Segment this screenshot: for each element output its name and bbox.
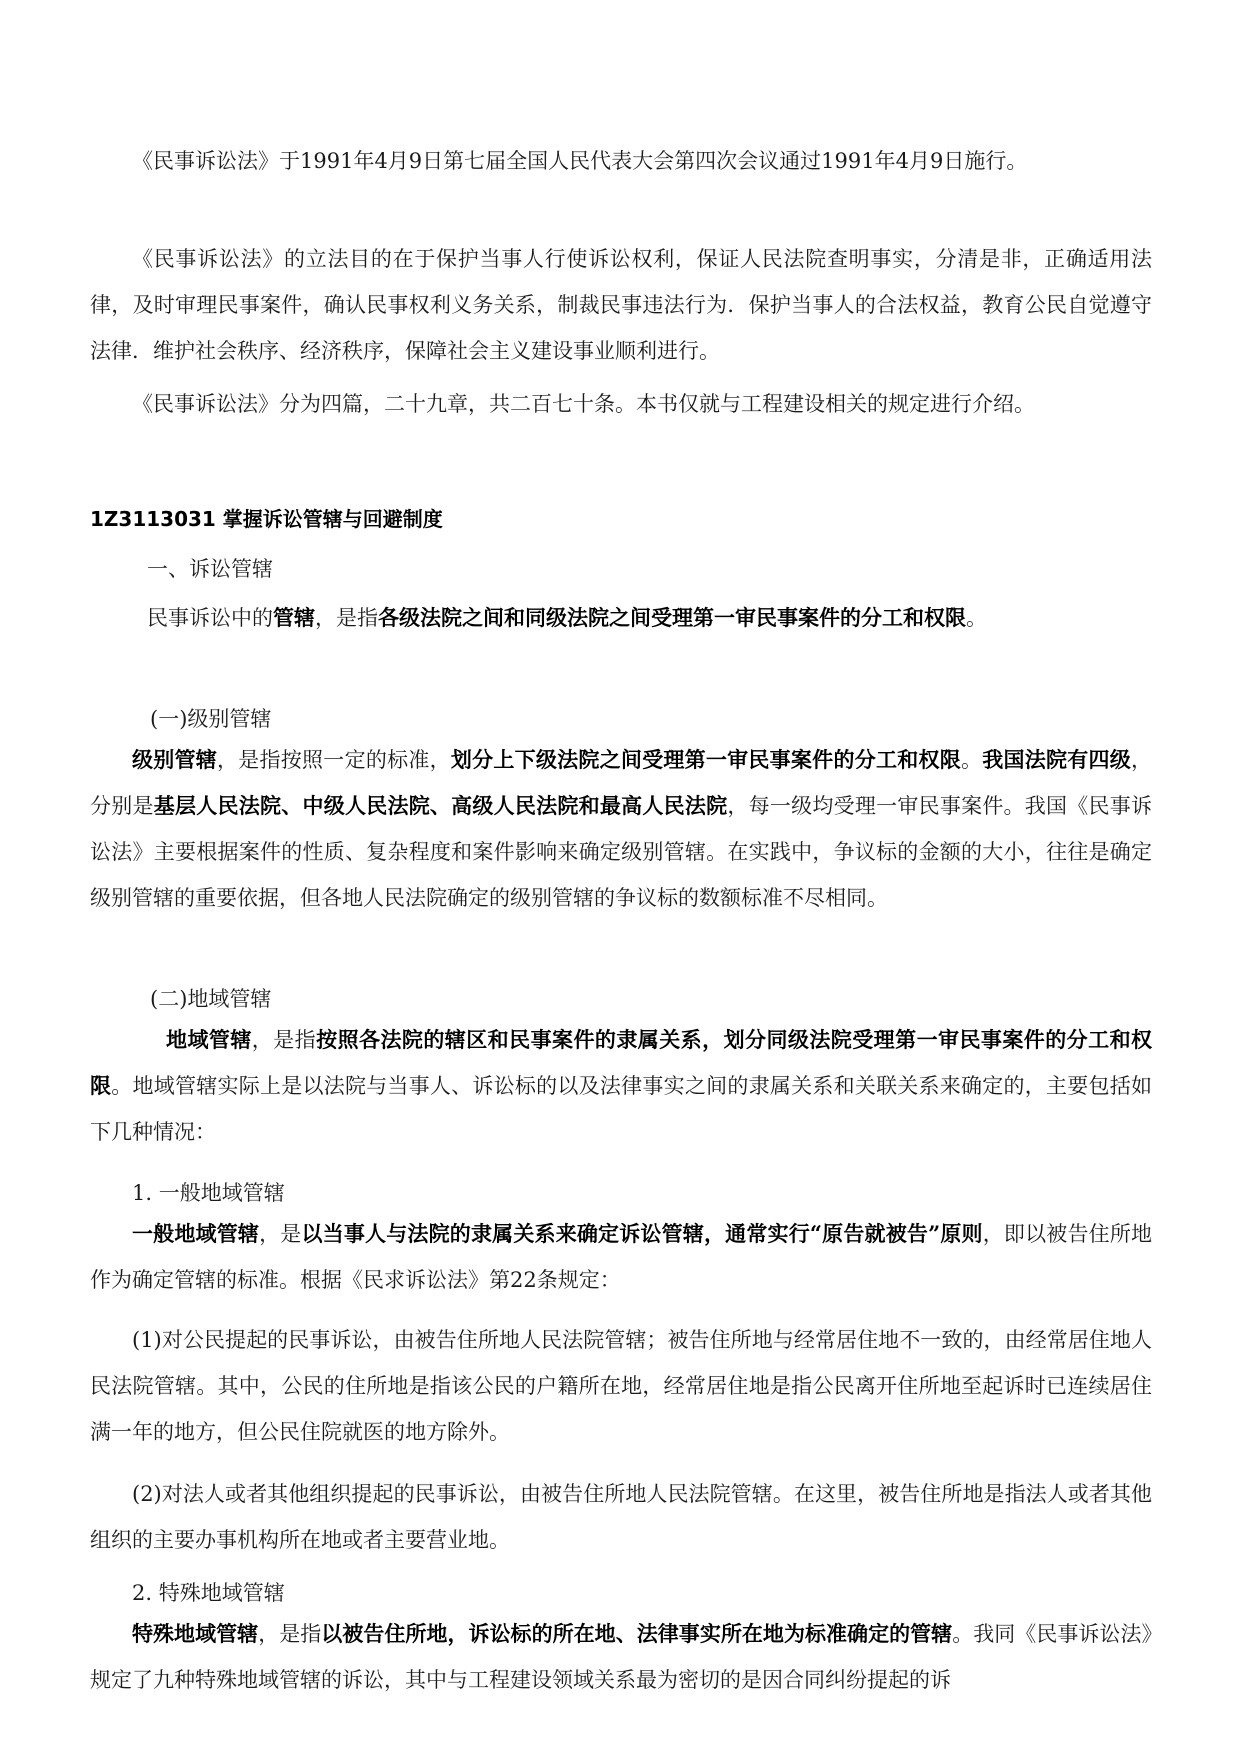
text-run: 。 — [966, 606, 987, 630]
bold-term: 管辖 — [273, 605, 315, 630]
intro-paragraph-3: 《民事诉讼法》分为四篇，二十九章，共二百七十条。本书仅就与工程建设相关的规定进行介绍。 — [132, 392, 1035, 416]
bold-definition: 按照各法院的辖区和民事案件的隶属关系，划分同级法院受理第一审民事案件的分工和权限 — [90, 1027, 1153, 1098]
subsection-title-litigation-jurisdiction: 一、诉讼管辖 — [147, 557, 273, 581]
bold-definition: 以被告住所地，诉讼标的所在地、法律事实所在地为标准确定的管辖 — [321, 1621, 953, 1646]
special-jurisdiction-title: 2. 特殊地域管辖 — [132, 1581, 285, 1605]
level-jurisdiction-title: (一)级别管辖 — [150, 707, 272, 731]
level-jurisdiction-paragraph — [90, 737, 1152, 921]
general-jurisdiction-title: 1. 一般地域管辖 — [132, 1181, 285, 1205]
bold-definition: 划分上下级法院之间受理第一审民事案件的分工和权限 — [450, 747, 961, 772]
intro-paragraph-1: 《民事诉讼法》于1991年4月9日第七届全国人民代表大会第四次会议通过1991年4月9日施行。 — [132, 149, 1028, 173]
jurisdiction-definition — [147, 603, 987, 633]
general-jurisdiction-item-2: (2)对法人或者其他组织提起的民事诉讼，由被告住所地人民法院管辖。在这里，被告住所地是指法人或者其他组织的主要办事机构所在地或者主要营业地。 — [90, 1482, 1152, 1552]
region-jurisdiction-paragraph — [90, 1017, 1152, 1155]
bold-definition: 基层人民法院、中级人民法院、高级人民法院和最高人民法院 — [153, 793, 728, 818]
text-run: ，是指 — [251, 1028, 317, 1052]
section-heading: 1Z3113031 掌握诉讼管辖与回避制度 — [90, 507, 443, 531]
bold-definition: 以当事人与法院的隶属关系来确定诉讼管辖，通常实行“原告就被告”原则 — [301, 1221, 983, 1246]
text-run: ，是 — [259, 1222, 302, 1246]
general-jurisdiction-paragraph — [90, 1211, 1152, 1303]
intro-paragraph-2: 《民事诉讼法》的立法目的在于保护当事人行使诉讼权利，保证人民法院查明事实，分清是非，正确适用法律，及时审理民事案件，确认民事权利义务关系，制裁民事违法行为．保护当事人的合法权益，教育公民自觉遵守法律．维护社会秩序、经济秩序，保障社会主义建设事业顺利进行。 — [90, 247, 1152, 363]
region-jurisdiction-title: (二)地域管辖 — [150, 987, 272, 1011]
text-run: 民事诉讼中的 — [147, 606, 273, 630]
text-run: 。 — [960, 748, 983, 772]
text-run: 。我同《民事诉讼法》规定了九种特殊地域管辖的诉讼，其中与工程建设领域关系最为密切的是因合同纠纷提起的诉 — [90, 1622, 1152, 1692]
bold-definition: 各级法院之间和同级法院之间受理第一审民事案件的分工和权限 — [378, 605, 966, 630]
bold-definition: 我国法院有四级 — [982, 747, 1132, 772]
text-run: ，是指按照一定的标准， — [217, 748, 451, 772]
bold-term: 级别管辖 — [132, 747, 218, 772]
text-run: ，是指 — [315, 606, 378, 630]
bold-term: 地域管辖 — [166, 1027, 252, 1052]
bold-term: 一般地域管辖 — [132, 1221, 260, 1246]
bold-term: 特殊地域管辖 — [132, 1621, 259, 1646]
text-run: ，每一级均受理一审民事案件。我国《民事诉讼法》主要根据案件的性质、复杂程度和案件影响来确定级别管辖。在实践中，争议标的金额的大小，往往是确定级别管辖的重要依据，但各地人民法院确定的级别管辖的争议标的数额标准不尽相同。 — [90, 794, 1153, 910]
text-run: ，即以被告住所地作为确定管辖的标准。根据《民求诉讼法》第22条规定： — [90, 1222, 1153, 1292]
text-run: 。地域管辖实际上是以法院与当事人、诉讼标的以及法律事实之间的隶属关系和关联关系来确定的，主要包括如下几种情况： — [90, 1074, 1153, 1144]
general-jurisdiction-item-1: (1)对公民提起的民事诉讼，由被告住所地人民法院管辖；被告住所地与经常居住地不一致的，由经常居住地人民法院管辖。其中，公民的住所地是指该公民的户籍所在地，经常居住地是指公民离开住所地至起诉时已连续居住满一年的地方，但公民住院就医的地方除外。 — [90, 1328, 1152, 1444]
special-jurisdiction-paragraph — [90, 1611, 1152, 1703]
text-run: ，分别是 — [90, 748, 1153, 818]
text-run: ，是指 — [258, 1622, 322, 1646]
